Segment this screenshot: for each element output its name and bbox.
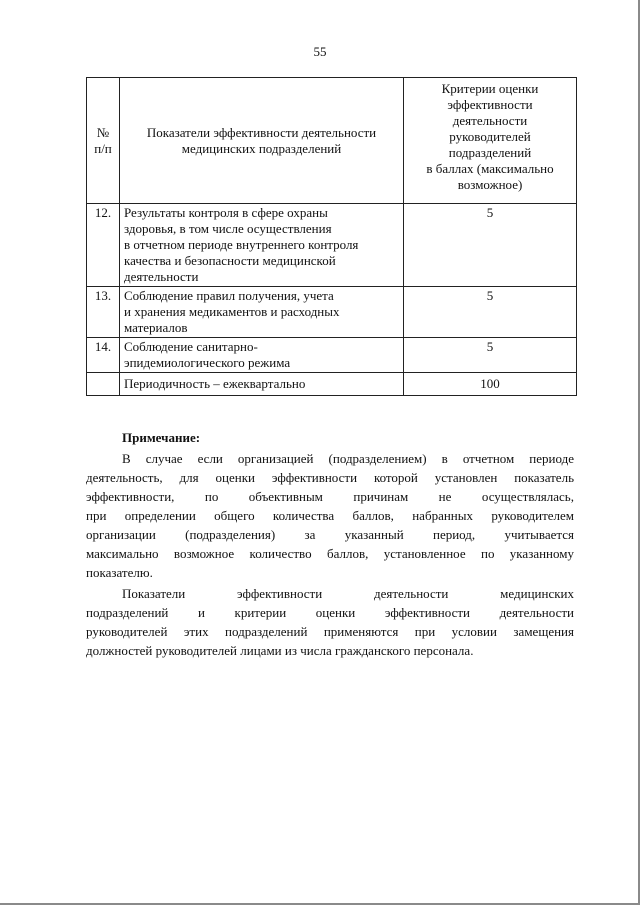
- row-number: 13.: [87, 287, 120, 338]
- note-section: [86, 428, 574, 660]
- header-points-line: подразделений: [448, 145, 532, 160]
- header-points-line: руководителей: [449, 129, 531, 144]
- indicator-line: эпидемиологического режима: [124, 355, 291, 370]
- row-number: 12.: [87, 204, 120, 287]
- row-indicator: [120, 204, 404, 287]
- indicator-line: здоровья, в том числе осуществления: [124, 221, 332, 236]
- indicator-line: в отчетном периоде внутреннего контроля: [124, 237, 359, 252]
- table-row-periodicity: [87, 373, 577, 396]
- row-number: 14.: [87, 338, 120, 373]
- table-row: [87, 338, 577, 373]
- row-points: 100: [404, 373, 577, 396]
- paragraph-line: Показатели эффективности деятельности медицинских: [122, 586, 574, 601]
- header-points-line: в баллах (максимально: [426, 161, 554, 176]
- criteria-table: [86, 77, 577, 396]
- header-points-cell: [404, 78, 577, 204]
- table-row: [87, 287, 577, 338]
- row-number: [87, 373, 120, 396]
- paragraph-line: В случае если организацией (подразделением) в отчетном периоде: [122, 451, 574, 466]
- header-indicator-line: Показатели эффективности деятельности: [146, 124, 377, 140]
- header-num-line: №: [96, 124, 110, 140]
- table-row: [87, 204, 577, 287]
- header-num-line: п/п: [94, 140, 112, 156]
- row-indicator: [120, 373, 404, 396]
- indicator-line: Результаты контроля в сфере охраны: [124, 205, 328, 220]
- paragraph-line: руководителей этих подразделений применяются при условии замещения: [86, 624, 574, 639]
- header-points-line: Критерии оценки: [441, 81, 539, 96]
- note-paragraph: [86, 449, 574, 582]
- paragraph-line: показателю.: [86, 565, 153, 580]
- table-header-row: [87, 78, 577, 204]
- indicator-line: и хранения медикаментов и расходных: [124, 304, 340, 319]
- page-number: 55: [313, 44, 327, 59]
- header-points-line: эффективности: [447, 97, 533, 112]
- indicator-line: Периодичность – ежеквартально: [124, 376, 306, 391]
- header-indicator-cell: [120, 78, 404, 204]
- row-indicator: [120, 338, 404, 373]
- row-indicator: [120, 287, 404, 338]
- paragraph-line: подразделений и критерии оценки эффективности деятельности: [86, 605, 574, 620]
- paragraph-line: максимально возможное количество баллов, установленное по указанному: [86, 546, 574, 561]
- row-points: 5: [404, 338, 577, 373]
- note-paragraph: [86, 584, 574, 660]
- note-title: Примечание:: [122, 430, 201, 445]
- indicator-line: Соблюдение правил получения, учета: [124, 288, 334, 303]
- indicator-line: деятельности: [124, 269, 199, 284]
- header-indicator-line: медицинских подразделений: [181, 140, 342, 156]
- indicator-line: материалов: [124, 320, 188, 335]
- header-points-line: возможное): [457, 177, 523, 192]
- paragraph-line: эффективности, по объективным причинам не осуществлялась,: [86, 489, 574, 504]
- row-points: 5: [404, 287, 577, 338]
- paragraph-line: организации (подразделения) за указанный период, учитывается: [86, 527, 574, 542]
- header-num-cell: [87, 78, 120, 204]
- paragraph-line: должностей руководителей лицами из числа гражданского персонала.: [86, 643, 474, 658]
- indicator-line: качества и безопасности медицинской: [124, 253, 336, 268]
- header-points-line: деятельности: [452, 113, 528, 128]
- paragraph-line: при определении общего количества баллов, набранных руководителем: [86, 508, 574, 523]
- indicator-line: Соблюдение санитарно-: [124, 339, 258, 354]
- row-points: 5: [404, 204, 577, 287]
- paragraph-line: деятельность, для оценки эффективности которой установлен показатель: [86, 470, 574, 485]
